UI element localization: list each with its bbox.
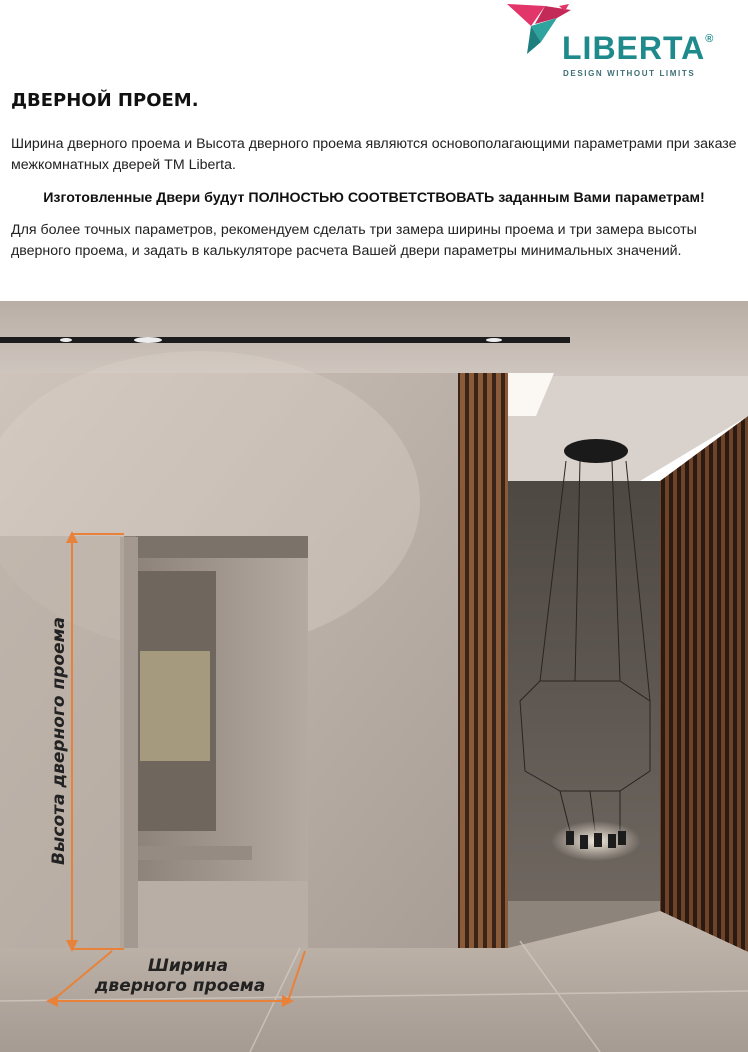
brand-tagline: DESIGN WITHOUT LIMITS [563, 69, 696, 78]
intro-paragraph: Ширина дверного проема и Высота дверного проема являются основополагающими параметрами при заказе межкомнатных дверей ТМ Liberta. [11, 136, 737, 173]
advice-paragraph: Для более точных параметров, рекомендуем сделать три замера ширины проема и три замера высоты дверного проема, и задать в калькуляторе расчета Вашей двери параметры минимальных значений. [11, 222, 697, 259]
width-label-line1: Ширина [147, 956, 229, 976]
width-label-line2: дверного проема [94, 976, 266, 996]
doorway-illustration [0, 301, 748, 1052]
height-label: Высота дверного проема [49, 617, 69, 865]
page-heading: ДВЕРНОЙ ПРОЕМ. [11, 90, 199, 111]
emphasis-paragraph: Изготовленные Двери будут ПОЛНОСТЬЮ СООТВЕТСТВОВАТЬ заданным Вами параметрам! [43, 190, 705, 206]
liberta-logo [505, 2, 725, 82]
brand-name: LIBERTA® [562, 30, 715, 66]
